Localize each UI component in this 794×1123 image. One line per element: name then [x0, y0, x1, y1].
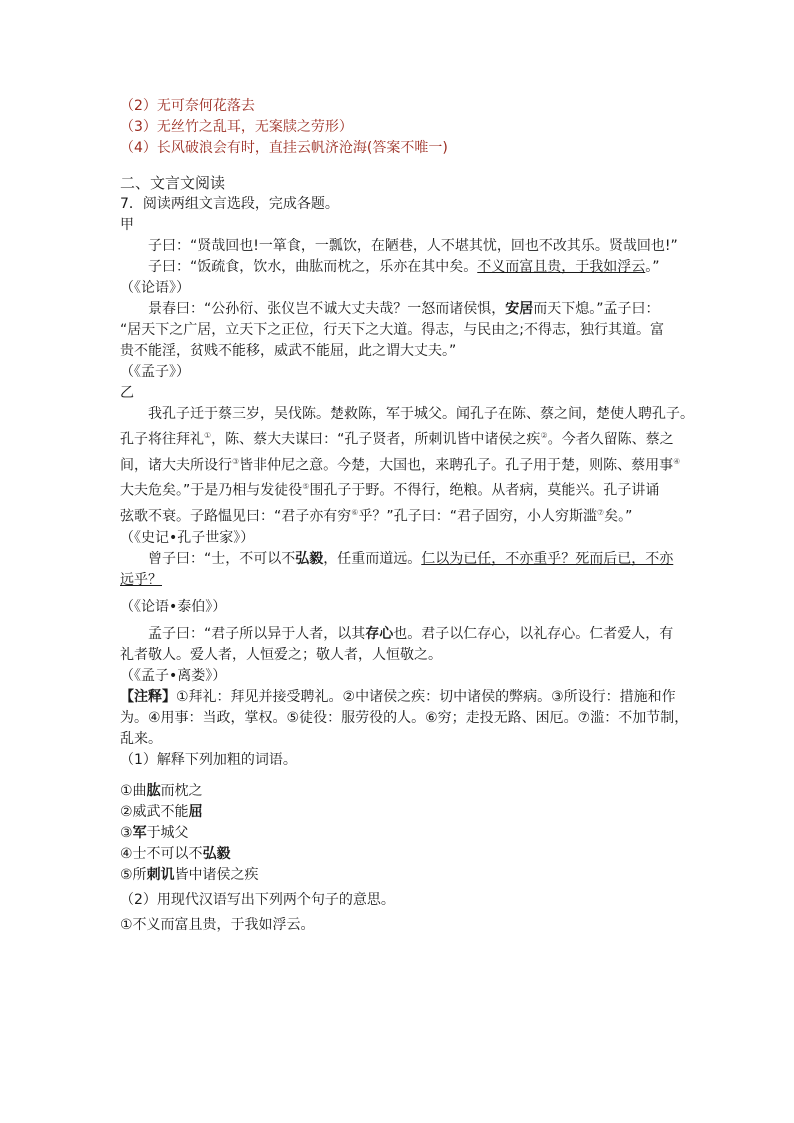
note-marker: ①	[204, 431, 212, 440]
yi-source-2: （《论语•泰伯》）	[120, 598, 227, 615]
yi-text: 大夫危矣。”于是乃相与发徒役	[120, 482, 303, 499]
note-marker: ⑤	[302, 482, 310, 492]
yi-text: ，陈、蔡大夫谋曰：“孔子贤者，所刺讥皆中诸侯之疾	[211, 431, 541, 448]
jia-source-2: （《孟子》）	[120, 364, 190, 380]
answer-4: （4）长风破浪会有时，直挂云帆济沧海(答案不唯一)	[120, 140, 448, 156]
jia-para-3	[120, 299, 680, 320]
question-1-item-3	[120, 823, 680, 844]
yi-para-1-line-2	[120, 425, 680, 451]
question-1-item-5	[120, 865, 680, 886]
yi-text: ，任重而道远。	[323, 550, 422, 567]
question-7: 7．阅读两组文言选段，完成各题。	[120, 196, 339, 212]
item-text: ③	[120, 824, 133, 841]
yi-text: 围孔子于野。不得行，绝粮。从者病，莫能兴。孔子讲诵	[309, 482, 660, 499]
question-2-prompt: （2）用现代汉语写出下列两个句子的意思。	[120, 891, 395, 908]
section-title: 二、文言文阅读	[120, 174, 226, 192]
yi-text: 皆非仲尼之意。今楚，大国也，来聘孔子。孔子用于楚，则陈、蔡用事	[239, 457, 674, 474]
yi-source-1: （《史记•孔子世家》）	[120, 529, 255, 546]
item-text: ⑤所	[120, 866, 147, 883]
item-bold: 肱	[146, 782, 161, 799]
yi-para-3-line-1	[120, 624, 680, 645]
notes-line-2: 为。④用事：当政，掌权。⑤徒役：服劳役的人。⑥穷；走投无路、困厄。⑦滥：不加节制，	[120, 709, 689, 726]
item-text: ①曲	[120, 782, 147, 799]
group-yi-label: 乙	[120, 385, 134, 401]
yi-text: 弦歌不衰。子路愠见曰：“君子亦有穷	[120, 508, 352, 525]
yi-para-1-line-1: 我孔子迁于蔡三岁，吴伐陈。楚救陈，军于城父。闻孔子在陈、蔡之间，楚使人聘孔子。	[148, 406, 694, 422]
yi-para-2-line-1	[120, 549, 680, 570]
item-bold: 军	[132, 824, 147, 841]
notes-line-3: 乱来。	[120, 730, 162, 747]
question-1-prompt: （1）解释下列加粗的词语。	[120, 751, 297, 768]
yi-para-1-line-3	[120, 451, 680, 477]
jia-p3-text-c: 而天下熄。”孟子曰：	[533, 301, 660, 317]
question-1-item-1	[120, 781, 680, 802]
yi-para-1-line-5	[120, 502, 680, 528]
note-marker: ③	[232, 456, 240, 466]
jia-source-1: （《论语》）	[120, 280, 190, 296]
item-text: 于城父	[146, 824, 189, 841]
group-jia-label: 甲	[120, 217, 134, 233]
note-marker: ⑥	[351, 507, 359, 517]
yi-text: 矣。”	[604, 508, 633, 525]
jia-p2-underlined: 不义而富且贵，于我如浮云	[477, 259, 646, 275]
item-bold: 弘毅	[202, 845, 231, 862]
jia-para-2	[120, 257, 680, 278]
yi-text: 孟子曰：“君子所以异于人者，以其	[148, 625, 366, 642]
yi-source-3: （《孟子•离娄》）	[120, 667, 227, 684]
jia-para-1: 子曰：“贤哉回也!一箪食，一瓢饮，在陋巷，人不堪其忧，回也不改其乐。贤哉回也!”	[148, 238, 678, 254]
jia-p2-end: 。”	[645, 259, 660, 275]
document-body	[120, 96, 694, 936]
notes-line-1	[120, 687, 680, 708]
yi-text: 乎？”孔子曰：“君子固穷，小人穷斯滥	[358, 508, 597, 525]
yi-text: 也。君子以仁存心，以礼存心。仁者爱人，有	[393, 625, 674, 642]
note-marker: ②	[540, 431, 548, 440]
jia-p2-text: 子曰：“饭疏食，饮水，曲肱而枕之，乐亦在其中矣。	[148, 259, 478, 275]
yi-text: 孔子将往拜礼	[120, 431, 204, 448]
question-1-item-2	[120, 802, 680, 823]
note-marker: ④	[673, 456, 681, 466]
question-2-item-1: ①不义而富且贵，于我如浮云。	[120, 916, 315, 933]
yi-underlined: 远乎？	[120, 571, 162, 588]
item-text: ④士不可以不	[120, 845, 203, 862]
yi-underlined: 仁以为已任，不亦重乎？死而后已，不亦	[421, 550, 674, 567]
yi-para-3-line-2: 礼者敬人。爱人者，人恒爱之；敬人者，人恒敬之。	[120, 646, 442, 663]
jia-p3-bold: 安居	[505, 301, 534, 317]
yi-text: 。今者久留陈、蔡之	[547, 431, 674, 448]
answer-3: （3）无丝竹之乱耳，无案牍之劳形）	[120, 119, 353, 135]
answer-2: （2）无可奈何花落去	[120, 98, 255, 114]
yi-bold-word: 存心	[365, 625, 394, 642]
yi-bold-word: 弘毅	[295, 550, 324, 567]
note-marker: ⑦	[596, 507, 605, 517]
item-text: ②威武不能	[120, 803, 189, 820]
jia-para-3-line-3: 贵不能淫，贫贱不能移，威武不能屈，此之谓大丈夫。”	[120, 343, 457, 359]
item-bold: 屈	[188, 803, 203, 820]
question-1-item-4	[120, 844, 680, 865]
notes-text: ①拜礼：拜见并接受聘礼。②中诸侯之疾：切中诸侯的弊病。③所设行：措施和作	[176, 688, 676, 705]
item-text: 皆中诸侯之疾	[174, 866, 259, 883]
notes-label: 【注释】	[120, 688, 176, 705]
yi-para-2-line-2	[120, 570, 680, 591]
jia-p3-text-a: 景春曰：“公孙衍、张仪岂不诚大丈夫哉？一怒而诸侯惧，	[148, 301, 506, 317]
yi-text: 间，诸大夫所设行	[120, 457, 232, 474]
yi-para-1-line-4	[120, 476, 680, 502]
item-text: 而枕之	[160, 782, 203, 799]
item-bold: 刺讥	[146, 866, 175, 883]
yi-text: 曾子曰：“士，不可以不	[148, 550, 296, 567]
jia-para-3-line-2: “居天下之广居，立天下之正位，行天下之大道。得志，与民由之;不得志，独行其道。富	[120, 322, 664, 338]
